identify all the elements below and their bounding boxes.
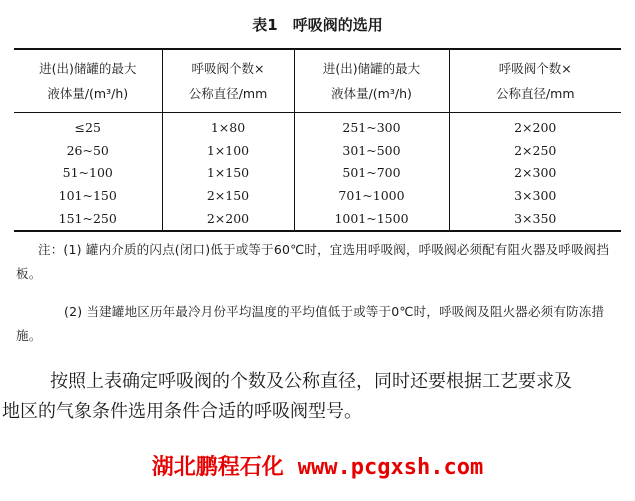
table-row	[14, 113, 621, 140]
table-cell: 3×350	[449, 207, 621, 231]
table-cell: 2×200	[449, 113, 621, 140]
table-cell: 301~500	[294, 140, 449, 163]
table-cell: 1×80	[162, 113, 294, 140]
table-cell: 151~250	[58, 210, 117, 226]
table-cell: 2×300	[449, 162, 621, 185]
table-cell: 26~50	[66, 142, 109, 158]
header-valve-count-1: 呼吸阀个数× 公称直径/mm	[162, 49, 294, 113]
table-cell: 251~300	[294, 113, 449, 140]
watermark	[0, 450, 635, 481]
table-cell: 501~700	[294, 162, 449, 185]
table-cell: 1001~1500	[294, 207, 449, 231]
table-row	[14, 207, 621, 231]
header-max-flow-2: 进(出)储罐的最大 液体量/(m³/h)	[294, 49, 449, 113]
body-paragraph: 按照上表确定呼吸阀的个数及公称直径，同时还要根据工艺要求及地区的气象条件选用条件合适的呼吸阀型号。	[2, 371, 572, 422]
table-cell: 2×250	[449, 140, 621, 163]
table-cell: 2×150	[162, 185, 294, 208]
valve-selection-table	[14, 48, 621, 232]
table-row	[14, 185, 621, 208]
table-row	[14, 162, 621, 185]
table-row	[14, 140, 621, 163]
table-header-row	[14, 49, 621, 113]
table-note-1: 注：(1) 罐内介质的闪点(闭口)低于或等于60℃时，宜选用呼吸阀，呼吸阀必须配有阻火器及呼吸阀挡板。	[16, 242, 610, 281]
header-max-flow-1: 进(出)储罐的最大 液体量/(m³/h)	[39, 61, 137, 101]
table-cell: 51~100	[62, 165, 113, 181]
table-cell: 701~1000	[294, 185, 449, 208]
table-cell: 1×100	[162, 140, 294, 163]
table-cell: ≤25	[74, 120, 101, 136]
table-cell: 1×150	[162, 162, 294, 185]
watermark-url: www.pcgxsh.com	[297, 455, 484, 480]
table-note-2: (2) 当建罐地区历年最冷月份平均温度的平均值低于或等于0℃时，呼吸阀及阻火器必须有防冻措施。	[16, 304, 605, 343]
table-cell: 2×200	[162, 207, 294, 231]
header-valve-count-2: 呼吸阀个数× 公称直径/mm	[449, 49, 621, 113]
table-cell: 3×300	[449, 185, 621, 208]
table-caption: 表1 呼吸阀的选用	[252, 16, 383, 34]
table-cell: 101~150	[58, 188, 117, 204]
watermark-company: 湖北鹏程石化	[151, 455, 284, 480]
